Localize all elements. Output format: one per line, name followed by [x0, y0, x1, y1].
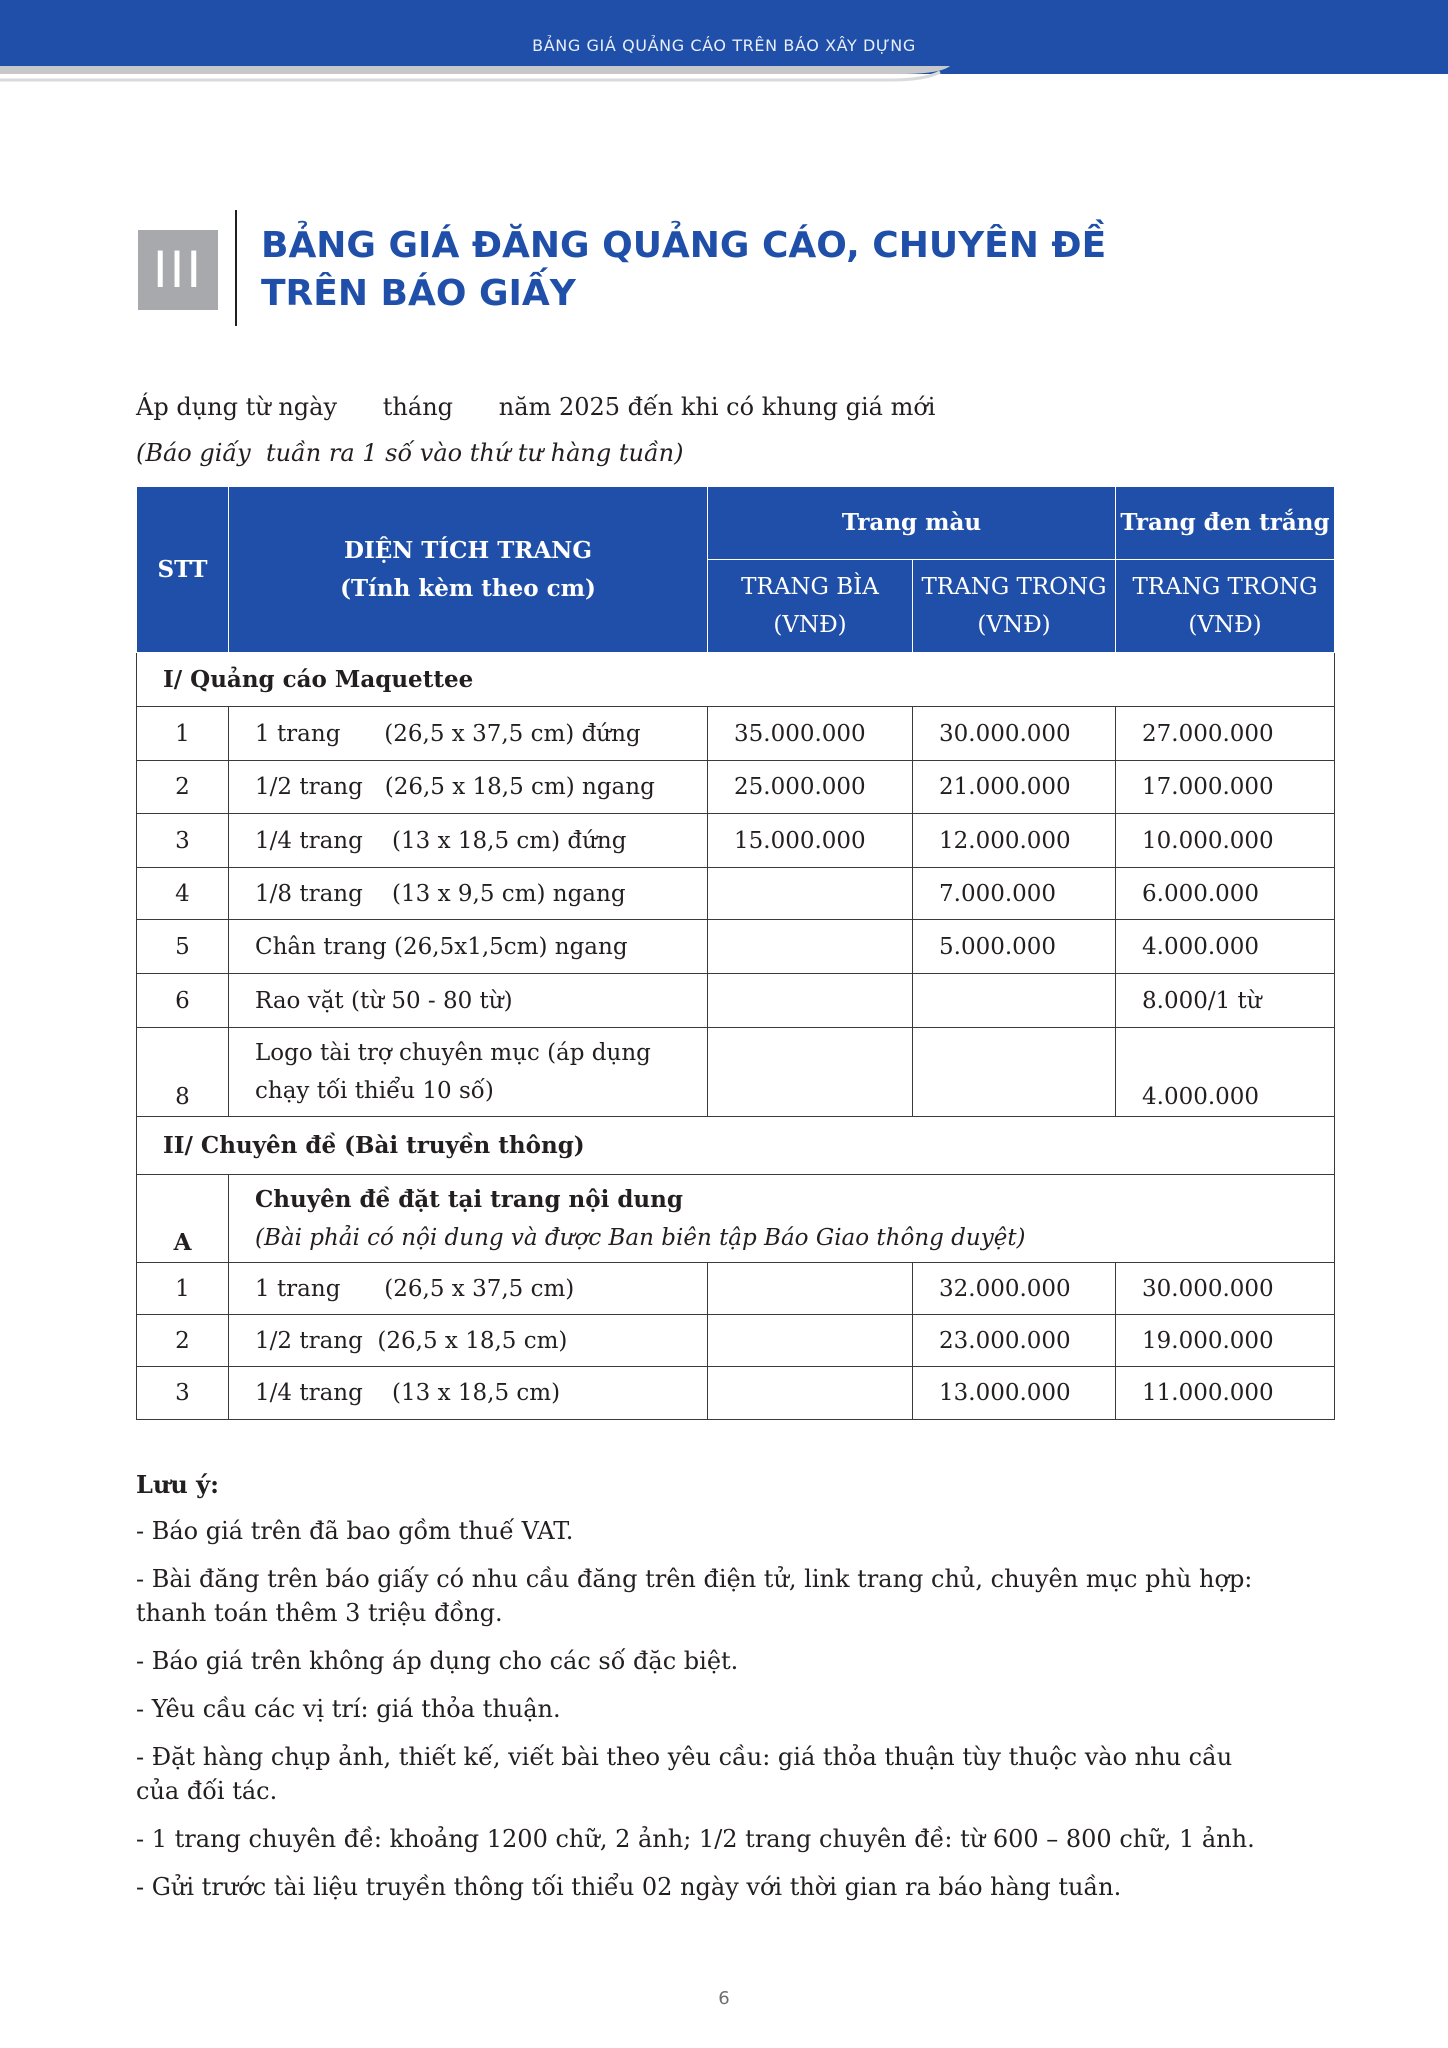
- row-bw-price: 27.000.000: [1116, 707, 1335, 761]
- row-inner-price: 23.000.000: [913, 1315, 1116, 1367]
- header-cover-label: TRANG BÌA: [741, 574, 879, 600]
- row-area: 1/2 trang (26,5 x 18,5 cm) ngang: [229, 761, 708, 814]
- row-area: 1 trang (26,5 x 37,5 cm): [229, 1263, 708, 1315]
- topic-note: (Bài phải có nội dung và được Ban biên tập Báo Giao thông duyệt): [255, 1224, 1026, 1251]
- row-stt: 4: [137, 868, 229, 920]
- row-area: 1/4 trang (13 x 18,5 cm) đứng: [229, 814, 708, 868]
- note-item: - Đặt hàng chụp ảnh, thiết kế, viết bài theo yêu cầu: giá thỏa thuận tùy thuộc vào nhu cầu của đối tác.: [136, 1743, 1233, 1805]
- section-title-line-2: TRÊN BÁO GIẤY: [261, 273, 576, 314]
- row-area: Chân trang (26,5x1,5cm) ngang: [229, 920, 708, 974]
- row-stt: 1: [137, 1263, 229, 1315]
- row-bw-price: 6.000.000: [1116, 868, 1335, 920]
- row-area-line-1: Logo tài trợ chuyên mục (áp dụng: [255, 1040, 651, 1066]
- row-bw-price: 10.000.000: [1116, 814, 1335, 868]
- row-inner-price: 13.000.000: [913, 1367, 1116, 1420]
- row-inner-price: 7.000.000: [913, 868, 1116, 920]
- header-title: BẢNG GIÁ QUẢNG CÁO TRÊN BÁO XÂY DỰNG: [532, 36, 916, 55]
- row-cover-price: [708, 1028, 913, 1117]
- row-cover-price: 35.000.000: [708, 707, 913, 761]
- header-area-line-2: (Tính kèm theo cm): [340, 574, 596, 602]
- row-cover-price: [708, 920, 913, 974]
- header-inner-bw: [1116, 560, 1335, 653]
- section-1-title: I/ Quảng cáo Maquettee: [137, 653, 1335, 707]
- header-stt: STT: [137, 487, 229, 653]
- row-cover-price: 25.000.000: [708, 761, 913, 814]
- row-cover-price: [708, 1367, 913, 1420]
- row-stt: 2: [137, 761, 229, 814]
- row-bw-price: 8.000/1 từ: [1116, 974, 1335, 1028]
- row-bw-price: 4.000.000: [1116, 1028, 1335, 1117]
- page-header: [0, 0, 1448, 74]
- row-area: 1 trang (26,5 x 37,5 cm) đứng: [229, 707, 708, 761]
- header-bw-group: Trang đen trắng: [1116, 487, 1335, 560]
- table-row: [137, 814, 1335, 868]
- row-cover-price: [708, 1263, 913, 1315]
- row-stt: 8: [137, 1028, 229, 1117]
- note-item: - Bài đăng trên báo giấy có nhu cầu đăng trên điện tử, link trang chủ, chuyên mục phù hợp: thanh toán thêm 3 triệu đồng.: [136, 1565, 1253, 1627]
- row-area: 1/4 trang (13 x 18,5 cm): [229, 1367, 708, 1420]
- section-title-line-1: BẢNG GIÁ ĐĂNG QUẢNG CÁO, CHUYÊN ĐỀ: [261, 225, 1107, 266]
- row-cover-price: [708, 974, 913, 1028]
- row-stt: 3: [137, 1367, 229, 1420]
- header-cover: [708, 560, 913, 653]
- section-numeral-badge: III: [138, 230, 218, 310]
- header-cover-unit: (VNĐ): [773, 612, 847, 638]
- row-area: [229, 1028, 708, 1117]
- row-bw-price: 17.000.000: [1116, 761, 1335, 814]
- notes-title: Lưu ý:: [136, 1470, 219, 1499]
- table-row: [137, 761, 1335, 814]
- apply-date-text: Áp dụng từ ngày tháng năm 2025 đến khi có khung giá mới: [136, 393, 936, 421]
- row-stt: 2: [137, 1315, 229, 1367]
- header-inner-bw-unit: (VNĐ): [1188, 612, 1262, 638]
- table-row-topic: [137, 1175, 1335, 1263]
- row-cover-price: [708, 1315, 913, 1367]
- row-inner-price: [913, 1028, 1116, 1117]
- section-2-title: II/ Chuyên đề (Bài truyền thông): [137, 1117, 1335, 1175]
- note-item: - Báo giá trên đã bao gồm thuế VAT.: [136, 1517, 574, 1545]
- topic-title: Chuyên đề đặt tại trang nội dung: [255, 1185, 683, 1213]
- row-bw-price: 19.000.000: [1116, 1315, 1335, 1367]
- publication-note: (Báo giấy tuần ra 1 số vào thứ tư hàng tuần): [136, 439, 684, 467]
- table-row: [137, 707, 1335, 761]
- row-stt: 3: [137, 814, 229, 868]
- row-inner-price: 30.000.000: [913, 707, 1116, 761]
- row-cover-price: [708, 868, 913, 920]
- row-inner-price: 12.000.000: [913, 814, 1116, 868]
- row-stt: 6: [137, 974, 229, 1028]
- row-inner-price: [913, 974, 1116, 1028]
- row-bw-price: 30.000.000: [1116, 1263, 1335, 1315]
- header-inner-color: [913, 560, 1116, 653]
- page-number: 6: [718, 1988, 730, 2009]
- table-row: [137, 1315, 1335, 1367]
- note-item: - Báo giá trên không áp dụng cho các số đặc biệt.: [136, 1647, 739, 1675]
- row-inner-price: 21.000.000: [913, 761, 1116, 814]
- note-item: - 1 trang chuyên đề: khoảng 1200 chữ, 2 ảnh; 1/2 trang chuyên đề: từ 600 – 800 chữ, 1 ảnh.: [136, 1825, 1255, 1853]
- header-inner-color-unit: (VNĐ): [977, 612, 1051, 638]
- table-row: [137, 920, 1335, 974]
- row-bw-price: 4.000.000: [1116, 920, 1335, 974]
- topic-description: [229, 1175, 1335, 1263]
- table-row: [137, 974, 1335, 1028]
- row-stt: A: [137, 1175, 229, 1263]
- row-area: 1/2 trang (26,5 x 18,5 cm): [229, 1315, 708, 1367]
- header-area: [229, 487, 708, 653]
- row-inner-price: 5.000.000: [913, 920, 1116, 974]
- row-area-line-2: chạy tối thiểu 10 số): [255, 1078, 494, 1104]
- header-color-group: Trang màu: [708, 487, 1116, 560]
- notes-section: [136, 1468, 1266, 1918]
- price-table: [136, 486, 1335, 1420]
- table-row: [137, 1263, 1335, 1315]
- section-title: [261, 222, 1161, 318]
- section-divider: [235, 210, 237, 326]
- table-row: [137, 1367, 1335, 1420]
- row-area: 1/8 trang (13 x 9,5 cm) ngang: [229, 868, 708, 920]
- row-stt: 5: [137, 920, 229, 974]
- header-inner-color-label: TRANG TRONG: [921, 574, 1107, 600]
- header-swoosh-decoration: [0, 66, 1448, 106]
- row-stt: 1: [137, 707, 229, 761]
- header-area-line-1: DIỆN TÍCH TRANG: [344, 536, 592, 564]
- note-item: - Gửi trước tài liệu truyền thông tối thiểu 02 ngày với thời gian ra báo hàng tuần.: [136, 1873, 1122, 1901]
- table-row-logo: [137, 1028, 1335, 1117]
- row-area: Rao vặt (từ 50 - 80 từ): [229, 974, 708, 1028]
- note-item: - Yêu cầu các vị trí: giá thỏa thuận.: [136, 1695, 561, 1723]
- table-row: [137, 868, 1335, 920]
- header-inner-bw-label: TRANG TRONG: [1132, 574, 1318, 600]
- row-inner-price: 32.000.000: [913, 1263, 1116, 1315]
- row-bw-price: 11.000.000: [1116, 1367, 1335, 1420]
- row-cover-price: 15.000.000: [708, 814, 913, 868]
